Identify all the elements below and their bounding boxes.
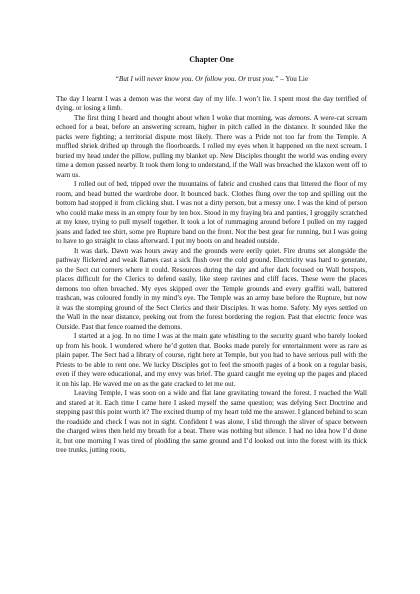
document-page [56, 55, 367, 456]
epigraph-quote: “But I will never know you. Or follow you. Or trust you.” [114, 75, 279, 83]
paragraph-2-text-after: . A were-cat scream echoed for a beat, before an answering scream, higher in pitch called in the distance. It sounded like the packs were fighting; a territorial dispute most likely. There was a Pride not too far from the Temple. A muffled shriek drifted up through the floorboards. I rolled my eyes when it happened on the next scream. I buried my head under the pillow, pulling my blanket up. New Disciples thought the world was ending every time a demon passed nearby. It took them long to understand, if the Wall was breached the klaxon went off to warn us. [56, 113, 368, 179]
paragraph-2-emphasis: demons [288, 113, 310, 122]
chapter-title: Chapter One [189, 55, 234, 64]
epigraph [56, 75, 367, 85]
epigraph-attribution: – You Lie [280, 75, 309, 83]
paragraph-2-text-before: The first thing I heard and thought about when I woke that morning, was [74, 113, 289, 122]
paragraph-1: The day I learnt I was a demon was the worst day of my life. I won’t lie. I spent most the day terrified of dying, or losing a limb. [56, 94, 367, 112]
paragraph-3: I rolled out of bed, tripped over the mountains of fabric and crushed cans that littered the floor of my room, and head butted the wardrobe door. It bounced back. Clothes flung over the top and spilling out the bottom had stopped it from clicking shut. I was not a dirty person, but a messy one. I was the kind of person who could make mess in an empty four by ten box. Stood in my fraying bra and panties, I groggily scratched at my knee, trying to pull myself together. It took a lot of rummaging around before I pulled on my ragged jeans and faded tee shirt, some pre Rupture band on the front. Not the best gear for running, but I was going to have to go straight to class afterward. I put my boots on and headed outside. [56, 180, 367, 245]
paragraph-6: Leaving Temple, I was soon on a wide and flat lane gravitating toward the forest. I reached the Wall and stared at it. Each time I came here I asked myself the same question; was defying Sect Doctrine and stepping past this point worth it? The excited thump of my heart told me the answer. I glanced behind to scan the roadside and check I was not in sight. Confident I was alone, I slid through the sliver of space between the charged wires then held my breath for a beat. There was nothing but silence. I had no idea how I’d done it, but one morning I was tired of plodding the same ground and I’d looked out into the forest with its thick tree trunks, jutting roots, [56, 389, 367, 454]
paragraph-2 [56, 114, 367, 181]
paragraph-4: It was dark. Dawn was hours away and the grounds were eerily quiet. Fire drums set alongside the pathway flickered and weak flames cast a sick flush over the cold ground. Electricity was hard to generate, so the Sect cut corners where it could. Resources during the day and after dark focused on Wall hotspots, places difficult for the Clerics to defend easily, like steep ravines and cliff faces. These were the places demons too often breached. My eyes skipped over the Temple grounds and every graffiti wall, battered trashcan, was coloured fondly in my mind’s eye. The Temple was an army base before the Rupture, but now it was the stomping ground of the Sect Clerics and their Disciples. It was home. Safety. My eyes settled on the Wall in the near distance, peeking out from the forest bordering the region. Past that electric fence was Outside. Past that fence roamed the demons. [56, 246, 367, 331]
paragraph-5: I started at a jog. In no time I was at the main gate whistling to the security guard who barely looked up from his book. I wondered where he’d gotten that. Books made purely for entertainment were as rare as plain paper. The Sect had a library of course, right here at Temple, but you had to have serious pull with the Priests to be able to rent one. We lucky Disciples got to feel the smooth pages of a book on a regular basis, even if they were educational, and my envy was brief. The guard caught me eyeing up the pages and placed it on his lap. He waved me on as the gate cracked to let me out. [56, 332, 367, 388]
